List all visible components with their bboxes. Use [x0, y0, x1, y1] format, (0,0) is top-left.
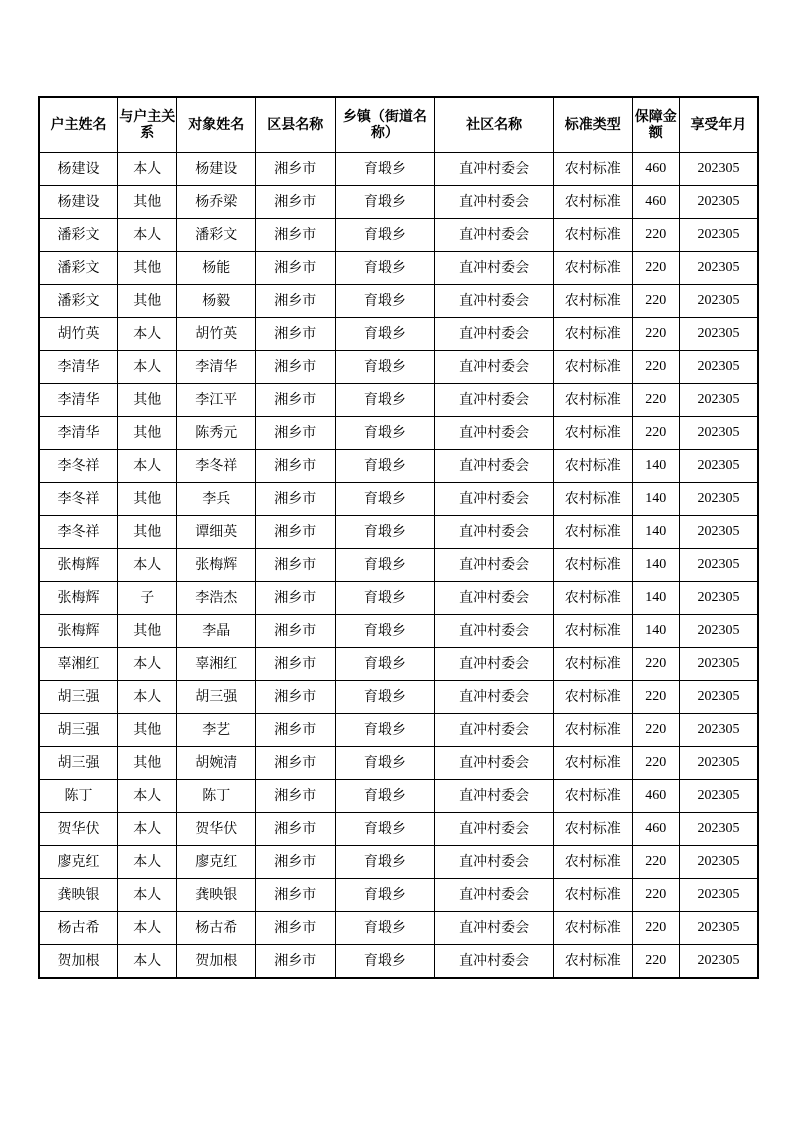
community-cell: 直冲村委会: [435, 450, 554, 483]
township-cell: 育塅乡: [335, 153, 435, 186]
township-cell: 育塅乡: [335, 780, 435, 813]
relationship-cell: 本人: [118, 912, 177, 945]
standard-type-cell: 农村标准: [554, 549, 633, 582]
relationship-cell: 其他: [118, 417, 177, 450]
community-cell: 直冲村委会: [435, 648, 554, 681]
standard-type-cell: 农村标准: [554, 351, 633, 384]
beneficiary-name-cell: 贺加根: [177, 945, 256, 979]
month-cell: 202305: [679, 747, 758, 780]
community-cell: 直冲村委会: [435, 879, 554, 912]
standard-type-cell: 农村标准: [554, 318, 633, 351]
standard-type-cell: 农村标准: [554, 648, 633, 681]
table-row: [39, 615, 758, 648]
month-cell: 202305: [679, 780, 758, 813]
household-head-cell: 潘彩文: [39, 219, 118, 252]
amount-cell: 220: [632, 417, 679, 450]
table-row: [39, 384, 758, 417]
county-cell: 湘乡市: [255, 186, 335, 219]
standard-type-cell: 农村标准: [554, 912, 633, 945]
month-cell: 202305: [679, 879, 758, 912]
table-row: [39, 186, 758, 219]
household-head-cell: 胡三强: [39, 747, 118, 780]
relationship-cell: 其他: [118, 747, 177, 780]
month-cell: 202305: [679, 153, 758, 186]
amount-cell: 220: [632, 318, 679, 351]
household-head-cell: 李清华: [39, 351, 118, 384]
beneficiary-name-cell: 辜湘红: [177, 648, 256, 681]
table-row: [39, 582, 758, 615]
township-cell: 育塅乡: [335, 384, 435, 417]
header-amount: 保障金额: [632, 97, 679, 153]
household-head-cell: 潘彩文: [39, 285, 118, 318]
beneficiary-name-cell: 胡竹英: [177, 318, 256, 351]
month-cell: 202305: [679, 648, 758, 681]
table-row: [39, 714, 758, 747]
community-cell: 直冲村委会: [435, 549, 554, 582]
beneficiary-name-cell: 胡婉清: [177, 747, 256, 780]
township-cell: 育塅乡: [335, 549, 435, 582]
relationship-cell: 其他: [118, 384, 177, 417]
amount-cell: 460: [632, 780, 679, 813]
beneficiary-name-cell: 潘彩文: [177, 219, 256, 252]
month-cell: 202305: [679, 252, 758, 285]
table-row: [39, 747, 758, 780]
relationship-cell: 本人: [118, 219, 177, 252]
household-head-cell: 辜湘红: [39, 648, 118, 681]
month-cell: 202305: [679, 615, 758, 648]
beneficiary-name-cell: 李浩杰: [177, 582, 256, 615]
standard-type-cell: 农村标准: [554, 450, 633, 483]
community-cell: 直冲村委会: [435, 747, 554, 780]
beneficiary-name-cell: 李冬祥: [177, 450, 256, 483]
relationship-cell: 本人: [118, 549, 177, 582]
standard-type-cell: 农村标准: [554, 846, 633, 879]
amount-cell: 220: [632, 285, 679, 318]
month-cell: 202305: [679, 186, 758, 219]
amount-cell: 220: [632, 747, 679, 780]
standard-type-cell: 农村标准: [554, 417, 633, 450]
header-relationship: 与户主关系: [118, 97, 177, 153]
household-head-cell: 张梅辉: [39, 549, 118, 582]
township-cell: 育塅乡: [335, 450, 435, 483]
township-cell: 育塅乡: [335, 681, 435, 714]
township-cell: 育塅乡: [335, 582, 435, 615]
county-cell: 湘乡市: [255, 417, 335, 450]
standard-type-cell: 农村标准: [554, 714, 633, 747]
month-cell: 202305: [679, 846, 758, 879]
beneficiary-name-cell: 李兵: [177, 483, 256, 516]
household-head-cell: 胡三强: [39, 681, 118, 714]
relationship-cell: 其他: [118, 615, 177, 648]
beneficiary-name-cell: 李江平: [177, 384, 256, 417]
relationship-cell: 本人: [118, 945, 177, 979]
household-head-cell: 贺华伏: [39, 813, 118, 846]
county-cell: 湘乡市: [255, 747, 335, 780]
county-cell: 湘乡市: [255, 549, 335, 582]
beneficiary-name-cell: 谭细英: [177, 516, 256, 549]
community-cell: 直冲村委会: [435, 384, 554, 417]
standard-type-cell: 农村标准: [554, 285, 633, 318]
month-cell: 202305: [679, 483, 758, 516]
township-cell: 育塅乡: [335, 615, 435, 648]
county-cell: 湘乡市: [255, 582, 335, 615]
relationship-cell: 其他: [118, 186, 177, 219]
community-cell: 直冲村委会: [435, 285, 554, 318]
household-head-cell: 杨建设: [39, 186, 118, 219]
beneficiary-name-cell: 贺华伏: [177, 813, 256, 846]
amount-cell: 140: [632, 549, 679, 582]
standard-type-cell: 农村标准: [554, 780, 633, 813]
month-cell: 202305: [679, 450, 758, 483]
amount-cell: 140: [632, 582, 679, 615]
township-cell: 育塅乡: [335, 912, 435, 945]
community-cell: 直冲村委会: [435, 846, 554, 879]
township-cell: 育塅乡: [335, 252, 435, 285]
table-row: [39, 945, 758, 979]
beneficiary-name-cell: 杨乔梁: [177, 186, 256, 219]
county-cell: 湘乡市: [255, 285, 335, 318]
county-cell: 湘乡市: [255, 219, 335, 252]
beneficiary-name-cell: 李晶: [177, 615, 256, 648]
township-cell: 育塅乡: [335, 351, 435, 384]
relationship-cell: 其他: [118, 714, 177, 747]
household-head-cell: 张梅辉: [39, 615, 118, 648]
community-cell: 直冲村委会: [435, 912, 554, 945]
amount-cell: 140: [632, 615, 679, 648]
standard-type-cell: 农村标准: [554, 219, 633, 252]
community-cell: 直冲村委会: [435, 318, 554, 351]
header-township: 乡镇（街道名称）: [335, 97, 435, 153]
relationship-cell: 本人: [118, 879, 177, 912]
household-head-cell: 胡三强: [39, 714, 118, 747]
household-head-cell: 李清华: [39, 417, 118, 450]
beneficiary-name-cell: 廖克红: [177, 846, 256, 879]
county-cell: 湘乡市: [255, 780, 335, 813]
amount-cell: 220: [632, 351, 679, 384]
amount-cell: 140: [632, 483, 679, 516]
township-cell: 育塅乡: [335, 186, 435, 219]
month-cell: 202305: [679, 912, 758, 945]
month-cell: 202305: [679, 681, 758, 714]
township-cell: 育塅乡: [335, 879, 435, 912]
month-cell: 202305: [679, 945, 758, 979]
amount-cell: 220: [632, 252, 679, 285]
amount-cell: 220: [632, 219, 679, 252]
county-cell: 湘乡市: [255, 153, 335, 186]
township-cell: 育塅乡: [335, 747, 435, 780]
header-beneficiary-name: 对象姓名: [177, 97, 256, 153]
amount-cell: 460: [632, 186, 679, 219]
household-head-cell: 廖克红: [39, 846, 118, 879]
community-cell: 直冲村委会: [435, 516, 554, 549]
table-row: [39, 318, 758, 351]
beneficiary-name-cell: 龚映银: [177, 879, 256, 912]
beneficiary-name-cell: 杨古希: [177, 912, 256, 945]
county-cell: 湘乡市: [255, 450, 335, 483]
county-cell: 湘乡市: [255, 252, 335, 285]
month-cell: 202305: [679, 219, 758, 252]
table-row: [39, 549, 758, 582]
relationship-cell: 其他: [118, 483, 177, 516]
community-cell: 直冲村委会: [435, 483, 554, 516]
community-cell: 直冲村委会: [435, 186, 554, 219]
amount-cell: 220: [632, 714, 679, 747]
table-row: [39, 879, 758, 912]
beneficiary-name-cell: 张梅辉: [177, 549, 256, 582]
community-cell: 直冲村委会: [435, 582, 554, 615]
county-cell: 湘乡市: [255, 648, 335, 681]
relationship-cell: 本人: [118, 351, 177, 384]
standard-type-cell: 农村标准: [554, 384, 633, 417]
standard-type-cell: 农村标准: [554, 681, 633, 714]
amount-cell: 460: [632, 153, 679, 186]
relationship-cell: 本人: [118, 648, 177, 681]
month-cell: 202305: [679, 351, 758, 384]
community-cell: 直冲村委会: [435, 681, 554, 714]
relationship-cell: 其他: [118, 516, 177, 549]
community-cell: 直冲村委会: [435, 417, 554, 450]
amount-cell: 220: [632, 945, 679, 979]
amount-cell: 220: [632, 879, 679, 912]
household-head-cell: 胡竹英: [39, 318, 118, 351]
township-cell: 育塅乡: [335, 813, 435, 846]
month-cell: 202305: [679, 384, 758, 417]
township-cell: 育塅乡: [335, 483, 435, 516]
beneficiary-table: [38, 96, 759, 979]
table-row: [39, 252, 758, 285]
county-cell: 湘乡市: [255, 351, 335, 384]
standard-type-cell: 农村标准: [554, 252, 633, 285]
table-row: [39, 351, 758, 384]
table-row: [39, 153, 758, 186]
table-row: [39, 912, 758, 945]
relationship-cell: 本人: [118, 846, 177, 879]
header-household-head: 户主姓名: [39, 97, 118, 153]
community-cell: 直冲村委会: [435, 714, 554, 747]
township-cell: 育塅乡: [335, 846, 435, 879]
beneficiary-name-cell: 李艺: [177, 714, 256, 747]
relationship-cell: 本人: [118, 318, 177, 351]
relationship-cell: 本人: [118, 681, 177, 714]
township-cell: 育塅乡: [335, 285, 435, 318]
household-head-cell: 李冬祥: [39, 450, 118, 483]
household-head-cell: 潘彩文: [39, 252, 118, 285]
township-cell: 育塅乡: [335, 318, 435, 351]
standard-type-cell: 农村标准: [554, 813, 633, 846]
amount-cell: 220: [632, 648, 679, 681]
month-cell: 202305: [679, 516, 758, 549]
table-row: [39, 450, 758, 483]
household-head-cell: 杨古希: [39, 912, 118, 945]
amount-cell: 140: [632, 516, 679, 549]
community-cell: 直冲村委会: [435, 219, 554, 252]
table-row: [39, 483, 758, 516]
beneficiary-name-cell: 陈秀元: [177, 417, 256, 450]
township-cell: 育塅乡: [335, 417, 435, 450]
standard-type-cell: 农村标准: [554, 582, 633, 615]
community-cell: 直冲村委会: [435, 813, 554, 846]
county-cell: 湘乡市: [255, 813, 335, 846]
county-cell: 湘乡市: [255, 318, 335, 351]
table-header: [39, 97, 758, 153]
month-cell: 202305: [679, 582, 758, 615]
relationship-cell: 本人: [118, 780, 177, 813]
table-row: [39, 846, 758, 879]
household-head-cell: 张梅辉: [39, 582, 118, 615]
header-row: [39, 97, 758, 153]
township-cell: 育塅乡: [335, 714, 435, 747]
table-row: [39, 219, 758, 252]
relationship-cell: 子: [118, 582, 177, 615]
header-month: 享受年月: [679, 97, 758, 153]
amount-cell: 220: [632, 384, 679, 417]
table-row: [39, 648, 758, 681]
standard-type-cell: 农村标准: [554, 615, 633, 648]
beneficiary-name-cell: 杨能: [177, 252, 256, 285]
county-cell: 湘乡市: [255, 516, 335, 549]
beneficiary-name-cell: 陈丁: [177, 780, 256, 813]
table-row: [39, 780, 758, 813]
month-cell: 202305: [679, 813, 758, 846]
standard-type-cell: 农村标准: [554, 483, 633, 516]
county-cell: 湘乡市: [255, 483, 335, 516]
household-head-cell: 李冬祥: [39, 483, 118, 516]
beneficiary-name-cell: 李清华: [177, 351, 256, 384]
amount-cell: 140: [632, 450, 679, 483]
relationship-cell: 其他: [118, 252, 177, 285]
household-head-cell: 李冬祥: [39, 516, 118, 549]
amount-cell: 220: [632, 912, 679, 945]
relationship-cell: 本人: [118, 813, 177, 846]
standard-type-cell: 农村标准: [554, 879, 633, 912]
table-row: [39, 285, 758, 318]
header-community: 社区名称: [435, 97, 554, 153]
amount-cell: 460: [632, 813, 679, 846]
beneficiary-name-cell: 杨建设: [177, 153, 256, 186]
county-cell: 湘乡市: [255, 681, 335, 714]
township-cell: 育塅乡: [335, 648, 435, 681]
relationship-cell: 其他: [118, 285, 177, 318]
county-cell: 湘乡市: [255, 879, 335, 912]
beneficiary-name-cell: 杨毅: [177, 285, 256, 318]
relationship-cell: 本人: [118, 450, 177, 483]
standard-type-cell: 农村标准: [554, 153, 633, 186]
table-row: [39, 681, 758, 714]
household-head-cell: 龚映银: [39, 879, 118, 912]
household-head-cell: 李清华: [39, 384, 118, 417]
table-row: [39, 417, 758, 450]
household-head-cell: 贺加根: [39, 945, 118, 979]
table-row: [39, 516, 758, 549]
amount-cell: 220: [632, 681, 679, 714]
township-cell: 育塅乡: [335, 516, 435, 549]
community-cell: 直冲村委会: [435, 351, 554, 384]
household-head-cell: 杨建设: [39, 153, 118, 186]
standard-type-cell: 农村标准: [554, 186, 633, 219]
amount-cell: 220: [632, 846, 679, 879]
header-county: 区县名称: [255, 97, 335, 153]
header-standard-type: 标准类型: [554, 97, 633, 153]
township-cell: 育塅乡: [335, 219, 435, 252]
month-cell: 202305: [679, 285, 758, 318]
township-cell: 育塅乡: [335, 945, 435, 979]
county-cell: 湘乡市: [255, 714, 335, 747]
household-head-cell: 陈丁: [39, 780, 118, 813]
community-cell: 直冲村委会: [435, 780, 554, 813]
county-cell: 湘乡市: [255, 945, 335, 979]
month-cell: 202305: [679, 714, 758, 747]
county-cell: 湘乡市: [255, 846, 335, 879]
community-cell: 直冲村委会: [435, 252, 554, 285]
community-cell: 直冲村委会: [435, 945, 554, 979]
month-cell: 202305: [679, 549, 758, 582]
table-body: [39, 153, 758, 979]
county-cell: 湘乡市: [255, 384, 335, 417]
month-cell: 202305: [679, 318, 758, 351]
county-cell: 湘乡市: [255, 615, 335, 648]
standard-type-cell: 农村标准: [554, 945, 633, 979]
standard-type-cell: 农村标准: [554, 516, 633, 549]
community-cell: 直冲村委会: [435, 153, 554, 186]
beneficiary-name-cell: 胡三强: [177, 681, 256, 714]
month-cell: 202305: [679, 417, 758, 450]
table-row: [39, 813, 758, 846]
standard-type-cell: 农村标准: [554, 747, 633, 780]
community-cell: 直冲村委会: [435, 615, 554, 648]
county-cell: 湘乡市: [255, 912, 335, 945]
relationship-cell: 本人: [118, 153, 177, 186]
